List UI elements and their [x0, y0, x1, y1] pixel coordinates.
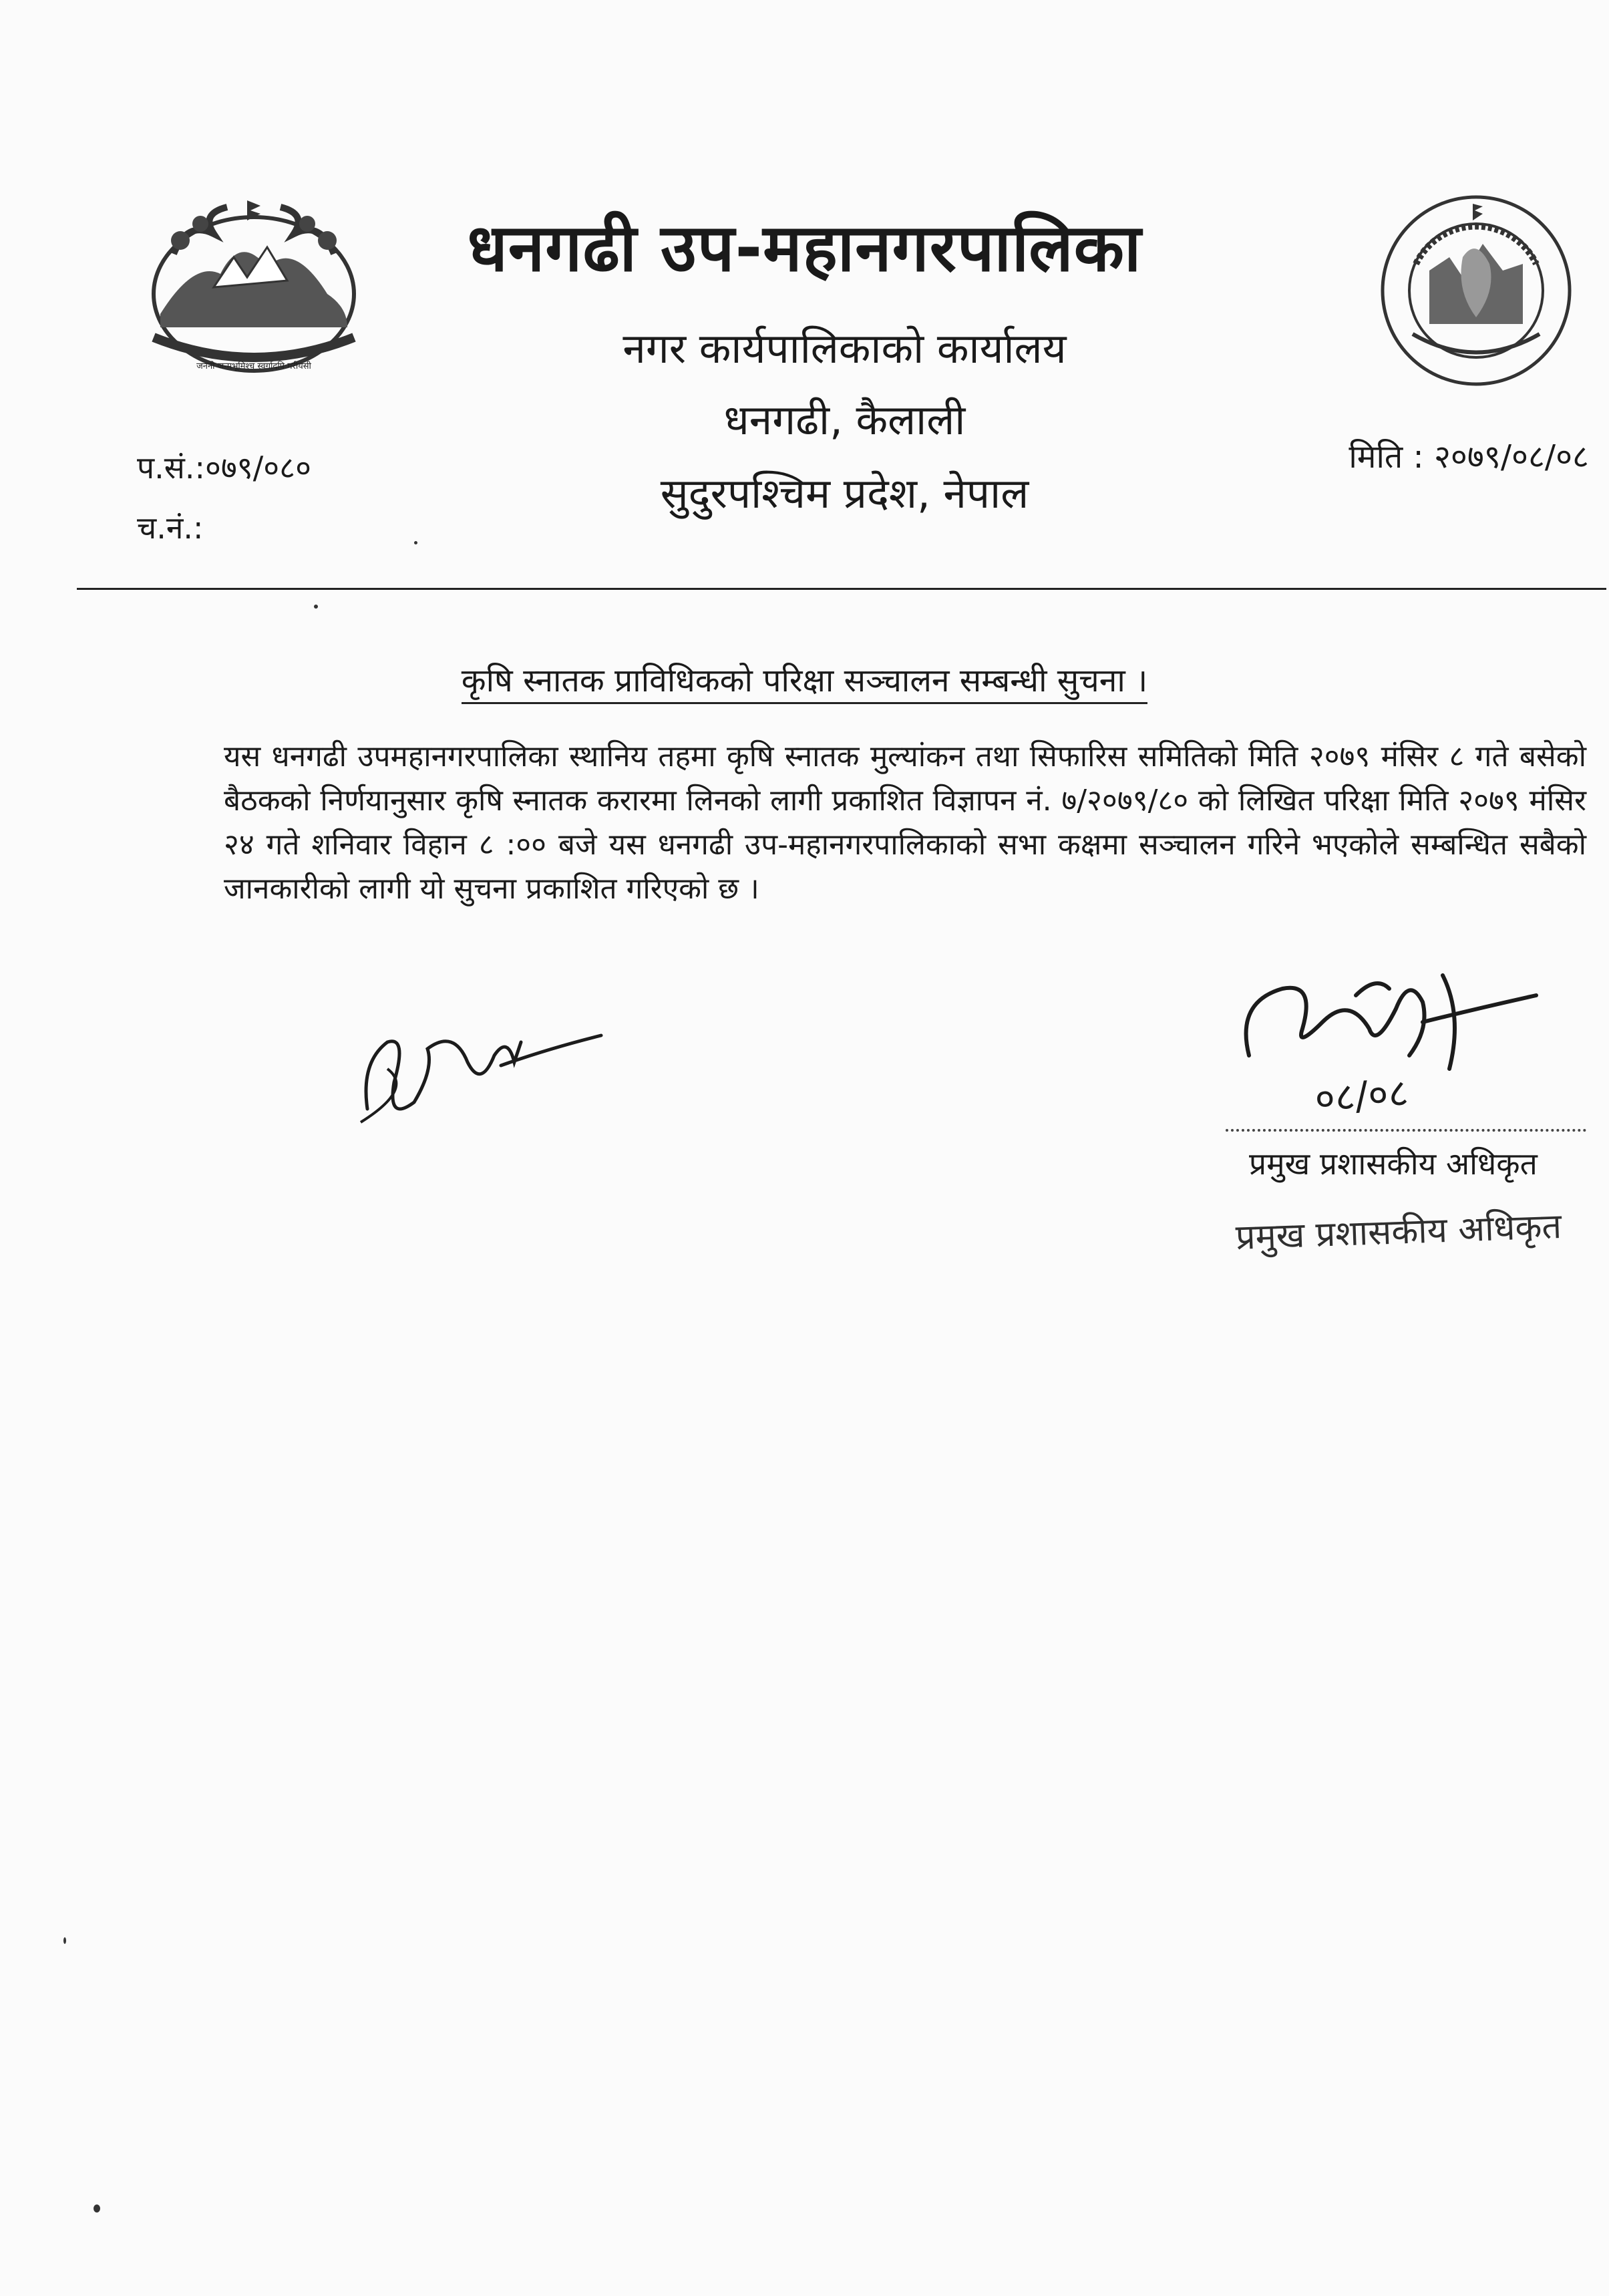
notice-body: यस धनगढी उपमहानगरपालिका स्थानिय तहमा कृषि स्नातक मुल्यांकन तथा सिफारिस समितिको मिति २०७९ मंसिर ८ गते बसेको बैठकको निर्णयानुसार कृषि स्नातक करारमा लिनको लागी प्रकाशित विज्ञापन नं. ७/२०७९/८० को लिखित परिक्षा मिति २०७९ मंसिर २४ गते शनिवार विहान ८ :०० बजे यस धनगढी उप-महानगरपालिकाको सभा कक्षमा सञ्चालन गरिने भएकोले सम्बन्धित सबैको जानकारीको लागी यो सुचना प्रकाशित गरिएको छ । — [224, 740, 1586, 906]
office-province: सुदुरपश्चिम प्रदेश, नेपाल — [660, 469, 1029, 518]
signatory-title: प्रमुख प्रशासकीय अधिकृत — [1249, 1146, 1538, 1182]
notice-subject-text: कृषि स्नातक प्राविधिकको परिक्षा सञ्चालन सम्बन्धी सुचना । — [462, 662, 1147, 704]
office-name: धनगढी उप-महानगरपालिका — [467, 210, 1142, 287]
dispatch-number: च.नं.: — [137, 510, 204, 546]
scan-speck — [414, 541, 417, 544]
left-signature-icon — [347, 989, 614, 1149]
scan-speck — [314, 605, 318, 609]
scan-speck — [94, 2204, 100, 2212]
letter-number: प.सं.:०७९/०८० — [137, 450, 311, 486]
emblem-motto: जननी जन्मभूमिश्च स्वर्गादपि गरीयसी — [196, 361, 311, 371]
signature-line — [1226, 1129, 1586, 1132]
signature-date: ०८/०८ — [1313, 1070, 1410, 1122]
office-subtitle: नगर कार्यपालिकाको कार्यालय — [622, 324, 1067, 373]
reference-block — [137, 438, 311, 558]
notice-subject — [0, 658, 1609, 701]
scan-speck — [63, 1937, 66, 1944]
office-location: धनगढी, कैलाली — [723, 395, 966, 444]
signatory-stamp: प्रमुख प्रशासकीय अधिकृत — [1235, 1206, 1563, 1258]
letter-date: मिति : २०७९/०८/०८ — [1349, 438, 1589, 476]
right-signature-icon — [1222, 949, 1543, 1136]
header-divider — [77, 588, 1606, 590]
